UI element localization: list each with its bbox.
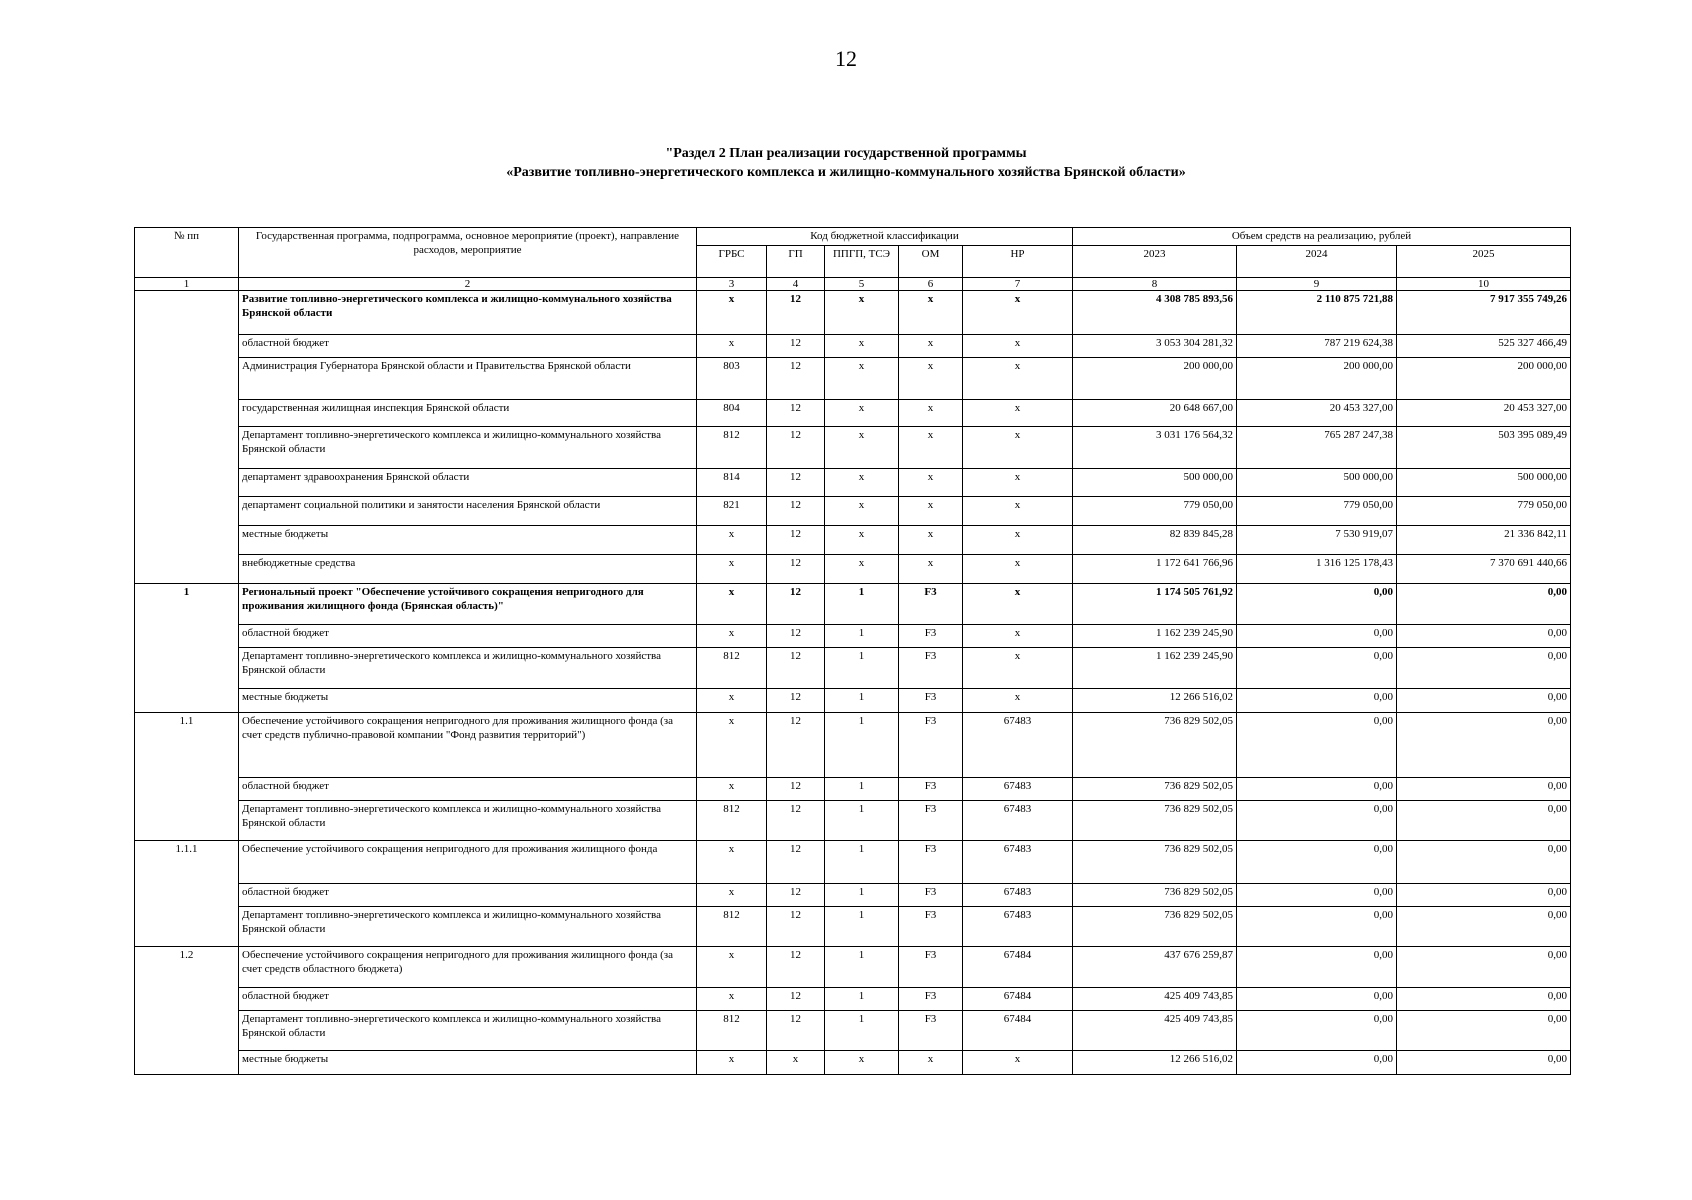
row-nr: х — [963, 335, 1073, 358]
table-row — [135, 778, 1571, 801]
row-ppgp: 1 — [825, 1011, 899, 1051]
table-row — [135, 497, 1571, 526]
row-value-2023: 779 050,00 — [1073, 497, 1237, 526]
row-value-2024: 0,00 — [1237, 713, 1397, 778]
row-ppgp: 1 — [825, 778, 899, 801]
row-om: F3 — [899, 584, 963, 625]
row-value-2024: 0,00 — [1237, 1051, 1397, 1075]
row-om: х — [899, 335, 963, 358]
table-row — [135, 584, 1571, 625]
row-grbs: 821 — [697, 497, 767, 526]
row-value-2024: 765 287 247,38 — [1237, 427, 1397, 469]
table-row — [135, 1051, 1571, 1075]
row-value-2024: 0,00 — [1237, 988, 1397, 1011]
row-grbs: х — [697, 713, 767, 778]
row-ppgp: х — [825, 358, 899, 400]
row-value-2025: 500 000,00 — [1397, 469, 1571, 497]
row-om: х — [899, 497, 963, 526]
table-row — [135, 526, 1571, 555]
table-row — [135, 555, 1571, 584]
row-grbs: х — [697, 689, 767, 713]
row-om: х — [899, 400, 963, 427]
document-title-line-1: "Раздел 2 План реализации государственной программы — [665, 146, 1027, 161]
table-row — [135, 358, 1571, 400]
table-row — [135, 713, 1571, 778]
row-nr: 67483 — [963, 713, 1073, 778]
row-nr: х — [963, 526, 1073, 555]
row-gp: 12 — [767, 1011, 825, 1051]
row-name: Департамент топливно-энергетического комплекса и жилищно-коммунального хозяйства Брянской области — [239, 907, 697, 947]
document-title — [0, 144, 1692, 182]
row-om: F3 — [899, 689, 963, 713]
row-name: Развитие топливно-энергетического комплекса и жилищно-коммунального хозяйства Брянской области — [239, 291, 697, 335]
row-gp: 12 — [767, 555, 825, 584]
row-name: областной бюджет — [239, 988, 697, 1011]
row-value-2023: 500 000,00 — [1073, 469, 1237, 497]
row-name: Департамент топливно-энергетического комплекса и жилищно-коммунального хозяйства Брянской области — [239, 801, 697, 841]
row-value-2023: 437 676 259,87 — [1073, 947, 1237, 988]
table-row — [135, 400, 1571, 427]
table-row — [135, 469, 1571, 497]
row-om: F3 — [899, 778, 963, 801]
row-grbs: х — [697, 884, 767, 907]
row-value-2024: 200 000,00 — [1237, 358, 1397, 400]
row-name: государственная жилищная инспекция Брянской области — [239, 400, 697, 427]
row-ppgp: 1 — [825, 689, 899, 713]
row-grbs: х — [697, 625, 767, 648]
row-om: F3 — [899, 907, 963, 947]
row-om: F3 — [899, 713, 963, 778]
row-value-2025: 0,00 — [1397, 947, 1571, 988]
row-gp: 12 — [767, 335, 825, 358]
row-nr: х — [963, 625, 1073, 648]
row-number: 1.2 — [135, 947, 239, 988]
row-om: F3 — [899, 625, 963, 648]
row-number — [135, 907, 239, 947]
table-row — [135, 625, 1571, 648]
row-name: Региональный проект "Обеспечение устойчивого сокращения непригодного для проживания жилищного фонда (Брянская область)" — [239, 584, 697, 625]
row-name: департамент социальной политики и занятости населения Брянской области — [239, 497, 697, 526]
row-gp: 12 — [767, 884, 825, 907]
row-number — [135, 689, 239, 713]
row-number — [135, 625, 239, 648]
row-ppgp: х — [825, 400, 899, 427]
row-ppgp: х — [825, 1051, 899, 1075]
row-value-2025: 0,00 — [1397, 841, 1571, 884]
row-name: Администрация Губернатора Брянской области и Правительства Брянской области — [239, 358, 697, 400]
row-gp: 12 — [767, 358, 825, 400]
row-grbs: х — [697, 335, 767, 358]
row-name: областной бюджет — [239, 884, 697, 907]
row-number — [135, 427, 239, 469]
row-om: F3 — [899, 947, 963, 988]
row-number: 1.1.1 — [135, 841, 239, 884]
row-ppgp: 1 — [825, 988, 899, 1011]
row-grbs: 812 — [697, 801, 767, 841]
row-value-2024: 0,00 — [1237, 778, 1397, 801]
row-value-2025: 0,00 — [1397, 584, 1571, 625]
table-row — [135, 801, 1571, 841]
row-nr: 67483 — [963, 884, 1073, 907]
row-value-2023: 20 648 667,00 — [1073, 400, 1237, 427]
row-value-2023: 736 829 502,05 — [1073, 907, 1237, 947]
row-grbs: х — [697, 584, 767, 625]
row-value-2024: 0,00 — [1237, 907, 1397, 947]
table-row — [135, 841, 1571, 884]
row-nr: х — [963, 358, 1073, 400]
row-om: х — [899, 358, 963, 400]
row-ppgp: х — [825, 469, 899, 497]
row-value-2023: 736 829 502,05 — [1073, 884, 1237, 907]
row-om: х — [899, 469, 963, 497]
row-om: х — [899, 1051, 963, 1075]
row-value-2024: 0,00 — [1237, 648, 1397, 689]
row-gp: 12 — [767, 625, 825, 648]
row-value-2024: 2 110 875 721,88 — [1237, 291, 1397, 335]
row-name: департамент здравоохранения Брянской области — [239, 469, 697, 497]
row-value-2024: 0,00 — [1237, 584, 1397, 625]
row-value-2023: 200 000,00 — [1073, 358, 1237, 400]
row-value-2025: 0,00 — [1397, 988, 1571, 1011]
row-number — [135, 884, 239, 907]
row-ppgp: 1 — [825, 841, 899, 884]
row-ppgp: 1 — [825, 907, 899, 947]
row-number — [135, 988, 239, 1011]
row-value-2024: 0,00 — [1237, 625, 1397, 648]
row-value-2025: 0,00 — [1397, 1051, 1571, 1075]
row-gp: 12 — [767, 469, 825, 497]
row-om: х — [899, 291, 963, 335]
header-kbk: Код бюджетной классификации — [697, 228, 1073, 246]
row-number — [135, 1051, 239, 1075]
row-value-2023: 1 162 239 245,90 — [1073, 648, 1237, 689]
row-name: внебюджетные средства — [239, 555, 697, 584]
header-2023: 2023 — [1073, 246, 1237, 278]
row-name: Обеспечение устойчивого сокращения непригодного для проживания жилищного фонда (за счет средств областного бюджета) — [239, 947, 697, 988]
row-grbs: 812 — [697, 427, 767, 469]
row-value-2024: 0,00 — [1237, 689, 1397, 713]
row-gp: 12 — [767, 291, 825, 335]
row-name: областной бюджет — [239, 778, 697, 801]
row-nr: 67483 — [963, 801, 1073, 841]
row-ppgp: х — [825, 526, 899, 555]
row-value-2025: 0,00 — [1397, 713, 1571, 778]
row-name: Департамент топливно-энергетического комплекса и жилищно-коммунального хозяйства Брянской области — [239, 648, 697, 689]
row-grbs: 812 — [697, 648, 767, 689]
table-row — [135, 1011, 1571, 1051]
header-no: № пп — [135, 228, 239, 278]
row-value-2024: 1 316 125 178,43 — [1237, 555, 1397, 584]
row-value-2023: 4 308 785 893,56 — [1073, 291, 1237, 335]
row-value-2023: 736 829 502,05 — [1073, 778, 1237, 801]
row-grbs: 814 — [697, 469, 767, 497]
row-nr: 67483 — [963, 841, 1073, 884]
row-nr: х — [963, 1051, 1073, 1075]
row-gp: 12 — [767, 713, 825, 778]
table-row — [135, 335, 1571, 358]
column-number: 2 — [239, 278, 697, 291]
column-number: 3 — [697, 278, 767, 291]
row-grbs: х — [697, 947, 767, 988]
row-nr: 67483 — [963, 778, 1073, 801]
row-gp: 12 — [767, 526, 825, 555]
table-row — [135, 648, 1571, 689]
row-nr: х — [963, 469, 1073, 497]
row-nr: х — [963, 291, 1073, 335]
table-row — [135, 884, 1571, 907]
row-value-2025: 503 395 089,49 — [1397, 427, 1571, 469]
row-value-2025: 0,00 — [1397, 907, 1571, 947]
row-value-2023: 1 162 239 245,90 — [1073, 625, 1237, 648]
row-value-2023: 12 266 516,02 — [1073, 1051, 1237, 1075]
row-value-2025: 0,00 — [1397, 648, 1571, 689]
row-gp: 12 — [767, 427, 825, 469]
column-number: 5 — [825, 278, 899, 291]
row-value-2025: 0,00 — [1397, 884, 1571, 907]
row-name: Обеспечение устойчивого сокращения непригодного для проживания жилищного фонда — [239, 841, 697, 884]
row-value-2024: 0,00 — [1237, 947, 1397, 988]
row-om: F3 — [899, 841, 963, 884]
row-value-2024: 0,00 — [1237, 884, 1397, 907]
row-value-2024: 0,00 — [1237, 801, 1397, 841]
column-number: 7 — [963, 278, 1073, 291]
column-number-row — [135, 278, 1571, 291]
row-value-2025: 0,00 — [1397, 778, 1571, 801]
row-number — [135, 555, 239, 584]
row-name: местные бюджеты — [239, 689, 697, 713]
row-value-2023: 425 409 743,85 — [1073, 988, 1237, 1011]
row-value-2024: 0,00 — [1237, 841, 1397, 884]
row-name: областной бюджет — [239, 335, 697, 358]
row-name: местные бюджеты — [239, 526, 697, 555]
table-row — [135, 988, 1571, 1011]
row-value-2024: 20 453 327,00 — [1237, 400, 1397, 427]
plan-table — [134, 227, 1571, 1075]
row-nr: х — [963, 497, 1073, 526]
row-number: 1 — [135, 584, 239, 625]
row-ppgp: х — [825, 335, 899, 358]
row-om: F3 — [899, 801, 963, 841]
row-value-2025: 0,00 — [1397, 1011, 1571, 1051]
row-gp: 12 — [767, 801, 825, 841]
row-grbs: х — [697, 988, 767, 1011]
row-number — [135, 1011, 239, 1051]
row-nr: 67483 — [963, 907, 1073, 947]
table-row — [135, 291, 1571, 335]
row-value-2024: 500 000,00 — [1237, 469, 1397, 497]
row-value-2024: 0,00 — [1237, 1011, 1397, 1051]
row-gp: х — [767, 1051, 825, 1075]
row-value-2023: 12 266 516,02 — [1073, 689, 1237, 713]
row-value-2023: 1 172 641 766,96 — [1073, 555, 1237, 584]
row-gp: 12 — [767, 584, 825, 625]
row-value-2023: 736 829 502,05 — [1073, 841, 1237, 884]
row-ppgp: 1 — [825, 625, 899, 648]
row-value-2024: 787 219 624,38 — [1237, 335, 1397, 358]
row-name: местные бюджеты — [239, 1051, 697, 1075]
row-ppgp: 1 — [825, 584, 899, 625]
header-gp: ГП — [767, 246, 825, 278]
row-value-2025: 525 327 466,49 — [1397, 335, 1571, 358]
row-number — [135, 648, 239, 689]
header-2025: 2025 — [1397, 246, 1571, 278]
row-gp: 12 — [767, 841, 825, 884]
row-number — [135, 801, 239, 841]
row-name: Департамент топливно-энергетического комплекса и жилищно-коммунального хозяйства Брянской области — [239, 427, 697, 469]
row-om: х — [899, 555, 963, 584]
row-value-2023: 736 829 502,05 — [1073, 713, 1237, 778]
row-number — [135, 778, 239, 801]
column-number: 9 — [1237, 278, 1397, 291]
row-grbs: 812 — [697, 907, 767, 947]
column-number: 1 — [135, 278, 239, 291]
row-value-2024: 7 530 919,07 — [1237, 526, 1397, 555]
header-nr: НР — [963, 246, 1073, 278]
header-volume: Объем средств на реализацию, рублей — [1073, 228, 1571, 246]
row-gp: 12 — [767, 988, 825, 1011]
row-value-2023: 1 174 505 761,92 — [1073, 584, 1237, 625]
plan-table-wrapper — [134, 227, 1571, 1075]
row-ppgp: 1 — [825, 648, 899, 689]
row-number — [135, 469, 239, 497]
row-om: х — [899, 526, 963, 555]
row-value-2025: 21 336 842,11 — [1397, 526, 1571, 555]
row-number — [135, 291, 239, 335]
header-2024: 2024 — [1237, 246, 1397, 278]
row-value-2025: 7 917 355 749,26 — [1397, 291, 1571, 335]
row-value-2024: 779 050,00 — [1237, 497, 1397, 526]
row-grbs: х — [697, 555, 767, 584]
row-value-2025: 7 370 691 440,66 — [1397, 555, 1571, 584]
row-nr: х — [963, 555, 1073, 584]
row-gp: 12 — [767, 778, 825, 801]
row-value-2025: 0,00 — [1397, 801, 1571, 841]
row-grbs: х — [697, 291, 767, 335]
page-number: 12 — [835, 46, 857, 71]
table-body — [135, 291, 1571, 1075]
row-ppgp: х — [825, 555, 899, 584]
table-row — [135, 689, 1571, 713]
row-om: F3 — [899, 988, 963, 1011]
header-ppgp: ППГП, ТСЭ — [825, 246, 899, 278]
row-value-2025: 20 453 327,00 — [1397, 400, 1571, 427]
row-name: областной бюджет — [239, 625, 697, 648]
row-grbs: х — [697, 526, 767, 555]
row-nr: 67484 — [963, 988, 1073, 1011]
row-ppgp: 1 — [825, 947, 899, 988]
row-gp: 12 — [767, 907, 825, 947]
row-gp: 12 — [767, 400, 825, 427]
row-value-2023: 3 053 304 281,32 — [1073, 335, 1237, 358]
row-grbs: х — [697, 1051, 767, 1075]
row-nr: 67484 — [963, 1011, 1073, 1051]
row-grbs: 803 — [697, 358, 767, 400]
row-ppgp: х — [825, 291, 899, 335]
row-gp: 12 — [767, 497, 825, 526]
row-name: Обеспечение устойчивого сокращения непригодного для проживания жилищного фонда (за счет средств публично-правовой компании "Фонд развития территорий") — [239, 713, 697, 778]
header-name: Государственная программа, подпрограмма, основное мероприятие (проект), направление расходов, мероприятие — [239, 228, 697, 278]
row-number — [135, 400, 239, 427]
row-value-2025: 0,00 — [1397, 625, 1571, 648]
row-grbs: 804 — [697, 400, 767, 427]
row-nr: х — [963, 648, 1073, 689]
document-title-line-2: «Развитие топливно-энергетического комплекса и жилищно-коммунального хозяйства Брянской области» — [506, 165, 1186, 180]
row-value-2025: 200 000,00 — [1397, 358, 1571, 400]
column-number: 4 — [767, 278, 825, 291]
row-ppgp: х — [825, 427, 899, 469]
row-value-2023: 736 829 502,05 — [1073, 801, 1237, 841]
row-number — [135, 497, 239, 526]
row-value-2023: 3 031 176 564,32 — [1073, 427, 1237, 469]
column-number: 6 — [899, 278, 963, 291]
row-value-2025: 0,00 — [1397, 689, 1571, 713]
header-om: ОМ — [899, 246, 963, 278]
row-nr: 67484 — [963, 947, 1073, 988]
row-nr: х — [963, 584, 1073, 625]
row-om: F3 — [899, 884, 963, 907]
row-name: Департамент топливно-энергетического комплекса и жилищно-коммунального хозяйства Брянской области — [239, 1011, 697, 1051]
table-row — [135, 907, 1571, 947]
row-number — [135, 335, 239, 358]
row-ppgp: 1 — [825, 884, 899, 907]
row-gp: 12 — [767, 689, 825, 713]
table-header — [135, 228, 1571, 291]
table-row — [135, 427, 1571, 469]
table-row — [135, 947, 1571, 988]
row-om: F3 — [899, 1011, 963, 1051]
row-value-2023: 425 409 743,85 — [1073, 1011, 1237, 1051]
row-grbs: 812 — [697, 1011, 767, 1051]
column-number: 10 — [1397, 278, 1571, 291]
row-number — [135, 526, 239, 555]
row-value-2023: 82 839 845,28 — [1073, 526, 1237, 555]
row-gp: 12 — [767, 947, 825, 988]
row-nr: х — [963, 689, 1073, 713]
row-ppgp: х — [825, 497, 899, 526]
row-value-2025: 779 050,00 — [1397, 497, 1571, 526]
row-number — [135, 358, 239, 400]
header-grbs: ГРБС — [697, 246, 767, 278]
row-nr: х — [963, 427, 1073, 469]
row-grbs: х — [697, 778, 767, 801]
row-nr: х — [963, 400, 1073, 427]
row-ppgp: 1 — [825, 801, 899, 841]
column-number: 8 — [1073, 278, 1237, 291]
row-gp: 12 — [767, 648, 825, 689]
row-number: 1.1 — [135, 713, 239, 778]
row-grbs: х — [697, 841, 767, 884]
row-om: F3 — [899, 648, 963, 689]
row-om: х — [899, 427, 963, 469]
row-ppgp: 1 — [825, 713, 899, 778]
